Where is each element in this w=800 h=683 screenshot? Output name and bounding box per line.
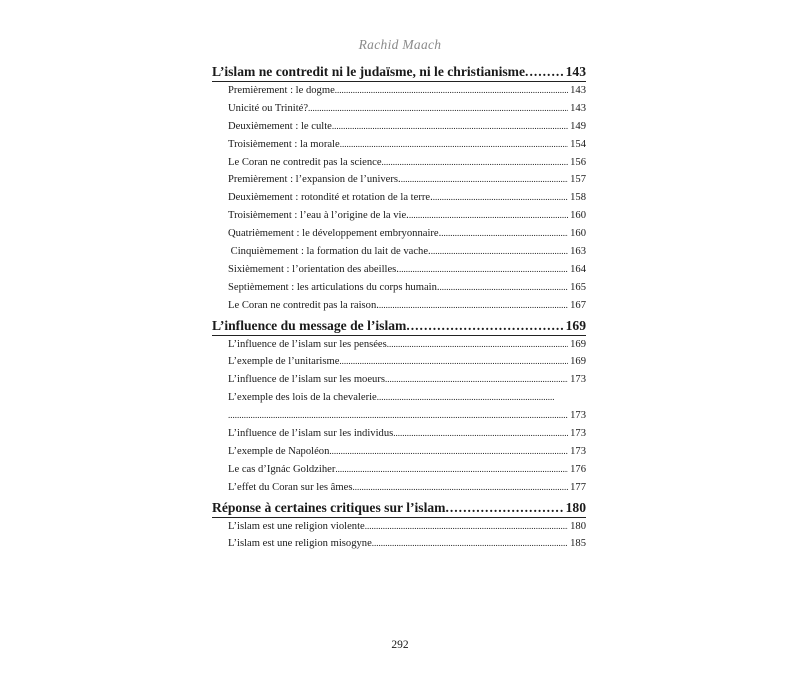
dot-leader bbox=[332, 118, 568, 136]
entry-page: 177 bbox=[570, 481, 586, 493]
toc-entries bbox=[212, 82, 586, 315]
toc-entry[interactable] bbox=[212, 425, 586, 443]
entry-page: 180 bbox=[570, 520, 586, 532]
dot-leader bbox=[406, 316, 562, 335]
entry-page: 173 bbox=[570, 374, 586, 386]
entry-label: Quatrièmement : le développement embryonnaire. bbox=[228, 228, 442, 240]
toc-entry[interactable] bbox=[212, 118, 586, 136]
entry-label: Le Coran ne contredit pas la raison. bbox=[228, 299, 379, 311]
section-title: L’islam ne contredit ni le judaïsme, ni le christianisme bbox=[212, 64, 526, 79]
dot-leader bbox=[433, 189, 568, 207]
entry-page: 164 bbox=[570, 263, 586, 275]
entry-label: L’influence de l’islam sur les moeurs bbox=[228, 374, 386, 386]
entry-page: 143 bbox=[570, 85, 586, 96]
entry-label: L’influence de l’islam sur les pensées bbox=[228, 338, 387, 350]
entry-page: 176 bbox=[570, 463, 586, 475]
entry-label: L’effet du Coran sur les âmes bbox=[228, 481, 353, 493]
entry-page: 160 bbox=[570, 228, 586, 240]
dot-leader bbox=[382, 154, 569, 172]
entry-label: L’influence de l’islam sur les individus bbox=[228, 428, 394, 440]
dot-leader bbox=[379, 297, 568, 315]
toc-entry[interactable] bbox=[212, 371, 586, 389]
section-title: L’influence du message de l’islam bbox=[212, 317, 407, 333]
toc-section-heading[interactable] bbox=[212, 62, 586, 82]
entry-label: Septièmement : les articulations du corps humain. bbox=[228, 281, 440, 293]
toc-entries bbox=[212, 336, 586, 497]
entry-page: 173 bbox=[570, 410, 586, 422]
dot-leader bbox=[409, 207, 568, 225]
dot-leader bbox=[365, 518, 568, 536]
toc-entry[interactable] bbox=[212, 461, 586, 479]
toc-entry[interactable] bbox=[212, 443, 586, 461]
entry-label: Deuxièmement : le culte bbox=[228, 120, 332, 132]
toc-entry[interactable] bbox=[212, 353, 586, 371]
entry-label: Le Coran ne contredit pas la science bbox=[228, 156, 382, 168]
dot-leader bbox=[385, 371, 568, 389]
entry-page: 173 bbox=[570, 445, 586, 457]
toc-entries bbox=[212, 518, 586, 554]
toc-entry[interactable] bbox=[212, 82, 586, 100]
entry-page: 167 bbox=[570, 299, 586, 311]
toc-entry[interactable] bbox=[212, 207, 586, 225]
toc-entry[interactable] bbox=[212, 136, 586, 154]
entry-page: 165 bbox=[570, 281, 586, 293]
toc-entry[interactable] bbox=[212, 189, 586, 207]
section-page: 180 bbox=[565, 499, 586, 515]
entry-page: 173 bbox=[570, 428, 586, 440]
entry-page: 169 bbox=[570, 338, 586, 350]
dot-leader bbox=[335, 461, 568, 479]
dot-leader bbox=[387, 336, 568, 354]
toc-entry[interactable] bbox=[212, 518, 586, 536]
running-head: Rachid Maach bbox=[358, 37, 442, 52]
entry-label: Troisièmement : la morale bbox=[228, 138, 340, 150]
entry-label: Sixièmement : l’orientation des abeilles. bbox=[228, 263, 399, 275]
entry-label: L’exemple de Napoléon bbox=[228, 445, 330, 457]
section-page: 169 bbox=[565, 317, 586, 333]
entry-page: 169 bbox=[570, 356, 586, 368]
entry-label: Deuxièmement : rotondité et rotation de la terre. bbox=[228, 192, 433, 204]
toc-entry[interactable] bbox=[212, 225, 586, 243]
entry-label: L’islam est une religion violente bbox=[228, 520, 365, 532]
entry-page: 143 bbox=[570, 102, 586, 114]
entry-label: L’exemple des lois de la chevalerie bbox=[228, 392, 377, 404]
toc-entry[interactable] bbox=[212, 389, 586, 425]
dot-leader bbox=[440, 279, 569, 297]
toc-entry[interactable] bbox=[212, 243, 586, 261]
entry-label: L’exemple de l’unitarisme bbox=[228, 356, 340, 368]
table-of-contents bbox=[212, 62, 586, 554]
dot-leader bbox=[399, 261, 568, 279]
dot-leader bbox=[340, 136, 568, 154]
section-title: Réponse à certaines critiques sur l’islam bbox=[212, 499, 446, 515]
dot-leader bbox=[441, 225, 568, 243]
dot-leader bbox=[372, 535, 568, 553]
toc-entry[interactable] bbox=[212, 336, 586, 354]
entry-label: Unicité ou Trinité? bbox=[228, 102, 309, 114]
toc-section-heading[interactable] bbox=[212, 498, 586, 518]
toc-entry[interactable] bbox=[212, 171, 586, 189]
toc-entry[interactable] bbox=[212, 100, 586, 118]
dot-leader bbox=[377, 389, 554, 407]
entry-page: 158 bbox=[570, 192, 586, 204]
entry-page: 156 bbox=[570, 156, 586, 168]
toc-entry[interactable] bbox=[212, 297, 586, 315]
dot-leader bbox=[445, 498, 562, 517]
section-page: 143 bbox=[565, 64, 586, 79]
entry-label: L’islam est une religion misogyne bbox=[228, 538, 372, 550]
dot-leader bbox=[401, 171, 568, 189]
entry-page: 160 bbox=[570, 210, 586, 222]
entry-page: 157 bbox=[570, 174, 586, 186]
entry-page: 185 bbox=[570, 538, 586, 550]
entry-label: Cinquièmement : la formation du lait de vache. bbox=[228, 246, 431, 258]
entry-page: 163 bbox=[570, 246, 586, 258]
dot-leader bbox=[431, 243, 568, 261]
dot-leader bbox=[393, 425, 568, 443]
toc-section-heading[interactable] bbox=[212, 316, 586, 336]
toc-entry[interactable] bbox=[212, 261, 586, 279]
dot-leader bbox=[329, 443, 568, 461]
entry-label: Premièrement : le dogme bbox=[228, 85, 335, 96]
entry-label: Troisièmement : l’eau à l’origine de la vie. bbox=[228, 210, 409, 222]
dot-leader bbox=[339, 353, 568, 371]
dot-leader bbox=[308, 100, 568, 118]
toc-entry[interactable] bbox=[212, 479, 586, 497]
entry-page: 149 bbox=[570, 120, 586, 132]
toc-entry[interactable] bbox=[212, 279, 586, 297]
entry-label: Le cas d’Ignác Goldziher bbox=[228, 463, 336, 475]
dot-leader bbox=[352, 479, 568, 497]
page-number: 292 bbox=[391, 639, 409, 651]
dot-leader bbox=[525, 62, 563, 81]
dot-leader bbox=[335, 82, 568, 100]
entry-page: 154 bbox=[570, 138, 586, 150]
entry-label: Premièrement : l’expansion de l’univers. bbox=[228, 174, 401, 186]
dot-leader bbox=[228, 407, 568, 425]
toc-entry[interactable] bbox=[212, 535, 586, 553]
toc-entry[interactable] bbox=[212, 154, 586, 172]
